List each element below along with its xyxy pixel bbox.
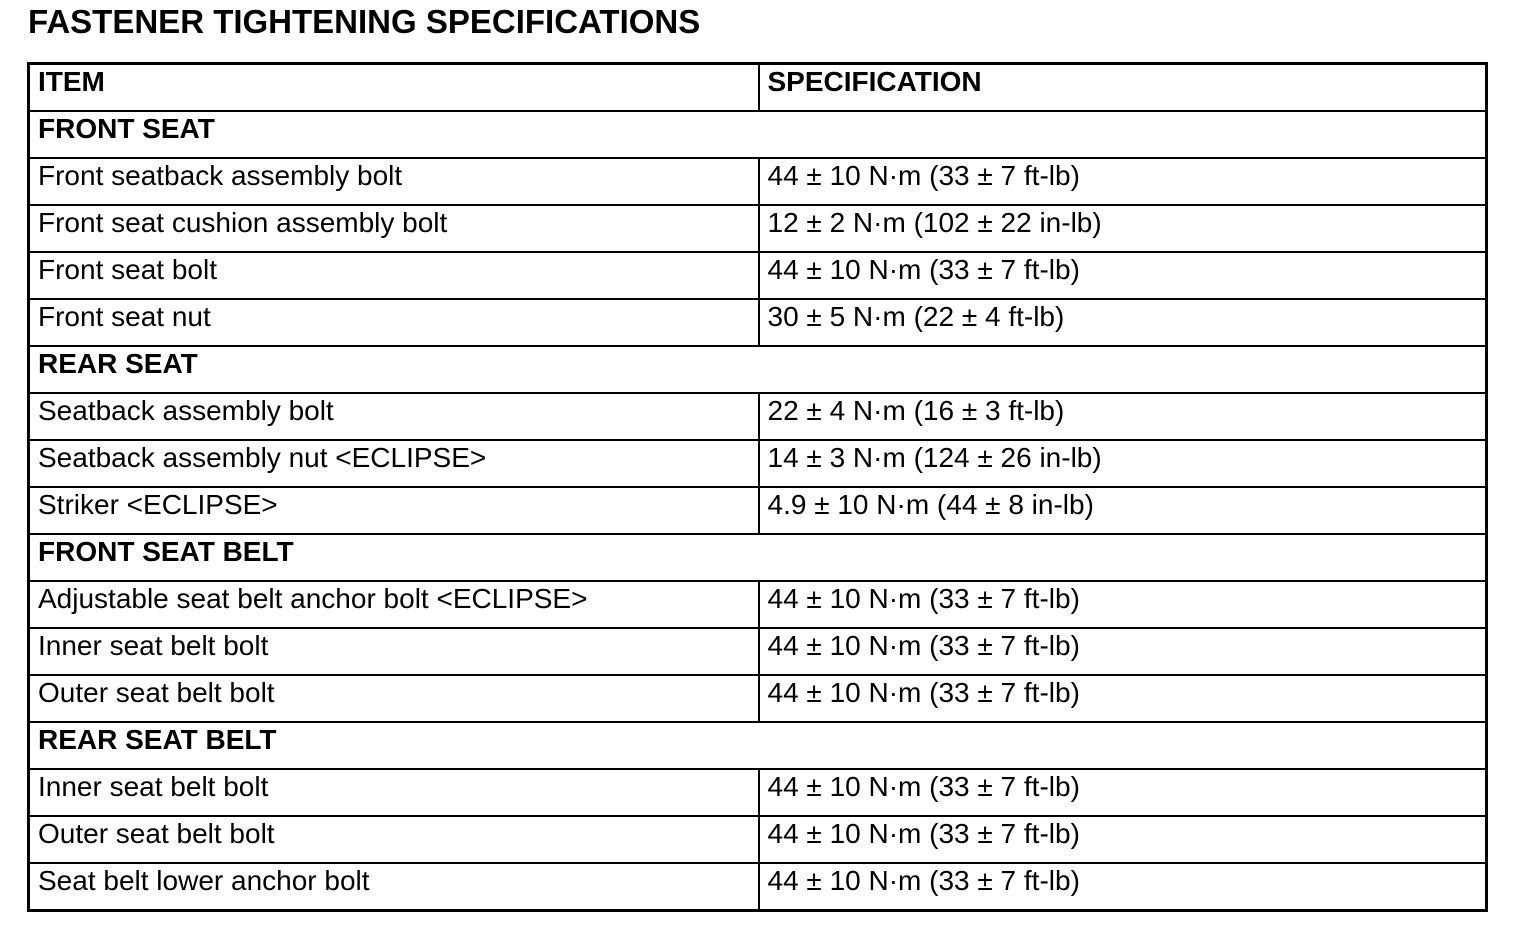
item-cell: Seatback assembly nut <ECLIPSE> — [29, 440, 759, 487]
spec-cell: 44 ± 10 N·m (33 ± 7 ft-lb) — [759, 816, 1487, 863]
item-cell: Adjustable seat belt anchor bolt <ECLIPSE> — [29, 581, 759, 628]
item-cell: Seatback assembly bolt — [29, 393, 759, 440]
table-row — [29, 158, 1487, 205]
section-title: REAR SEAT BELT — [29, 722, 1487, 769]
spec-cell: 4.9 ± 10 N·m (44 ± 8 in-lb) — [759, 487, 1487, 534]
item-cell: Outer seat belt bolt — [29, 816, 759, 863]
column-header-specification: SPECIFICATION — [759, 64, 1487, 112]
table-row — [29, 628, 1487, 675]
spec-cell: 12 ± 2 N·m (102 ± 22 in-lb) — [759, 205, 1487, 252]
section-header-row — [29, 534, 1487, 581]
spec-cell: 44 ± 10 N·m (33 ± 7 ft-lb) — [759, 252, 1487, 299]
item-cell: Front seat nut — [29, 299, 759, 346]
spec-cell: 44 ± 10 N·m (33 ± 7 ft-lb) — [759, 863, 1487, 911]
item-cell: Front seat bolt — [29, 252, 759, 299]
item-cell: Inner seat belt bolt — [29, 628, 759, 675]
section-header-row — [29, 346, 1487, 393]
spec-cell: 44 ± 10 N·m (33 ± 7 ft-lb) — [759, 675, 1487, 722]
spec-table — [27, 62, 1488, 912]
item-cell: Inner seat belt bolt — [29, 769, 759, 816]
table-row — [29, 487, 1487, 534]
spec-cell: 44 ± 10 N·m (33 ± 7 ft-lb) — [759, 158, 1487, 205]
table-row — [29, 205, 1487, 252]
item-cell: Front seatback assembly bolt — [29, 158, 759, 205]
table-row — [29, 581, 1487, 628]
section-title: FRONT SEAT BELT — [29, 534, 1487, 581]
spec-cell: 14 ± 3 N·m (124 ± 26 in-lb) — [759, 440, 1487, 487]
table-row — [29, 393, 1487, 440]
table-row — [29, 440, 1487, 487]
item-cell: Seat belt lower anchor bolt — [29, 863, 759, 911]
table-row — [29, 675, 1487, 722]
spec-cell: 22 ± 4 N·m (16 ± 3 ft-lb) — [759, 393, 1487, 440]
section-header-row — [29, 111, 1487, 158]
spec-cell: 44 ± 10 N·m (33 ± 7 ft-lb) — [759, 581, 1487, 628]
table-row — [29, 299, 1487, 346]
table-row — [29, 863, 1487, 911]
item-cell: Front seat cushion assembly bolt — [29, 205, 759, 252]
column-header-item: ITEM — [29, 64, 759, 112]
table-header-row — [29, 64, 1487, 112]
section-title: REAR SEAT — [29, 346, 1487, 393]
section-header-row — [29, 722, 1487, 769]
table-row — [29, 252, 1487, 299]
table-row — [29, 769, 1487, 816]
item-cell: Outer seat belt bolt — [29, 675, 759, 722]
table-row — [29, 816, 1487, 863]
spec-cell: 44 ± 10 N·m (33 ± 7 ft-lb) — [759, 769, 1487, 816]
spec-cell: 30 ± 5 N·m (22 ± 4 ft-lb) — [759, 299, 1487, 346]
section-title: FRONT SEAT — [29, 111, 1487, 158]
page-title: FASTENER TIGHTENING SPECIFICATIONS — [28, 3, 701, 40]
item-cell: Striker <ECLIPSE> — [29, 487, 759, 534]
spec-cell: 44 ± 10 N·m (33 ± 7 ft-lb) — [759, 628, 1487, 675]
